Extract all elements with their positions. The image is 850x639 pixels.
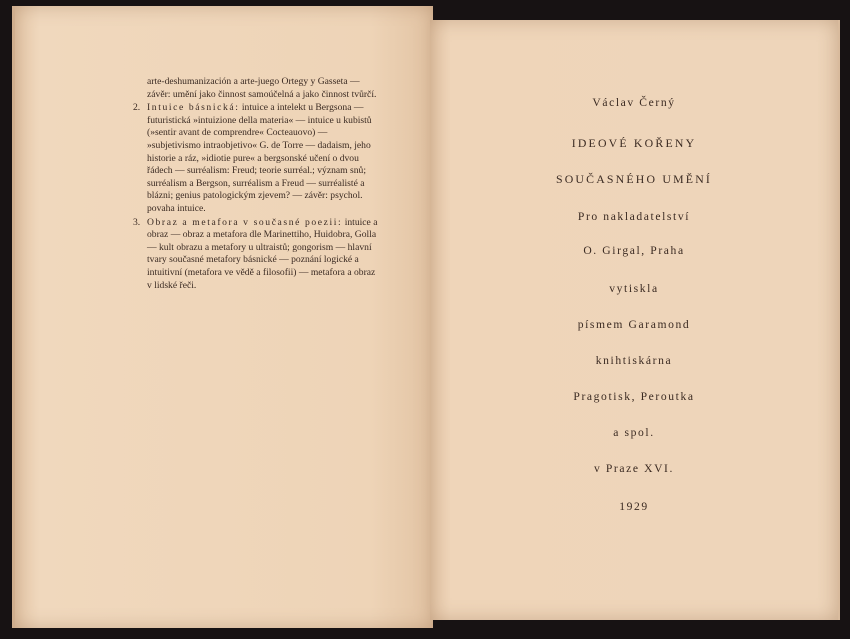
- toc-item-number: 3.: [133, 216, 141, 228]
- printer-type-line: knihtiskárna: [595, 354, 673, 367]
- year-line: 1929: [619, 500, 649, 513]
- city-line: v Praze XVI.: [593, 462, 675, 475]
- author-name: Václav Černý: [592, 96, 676, 109]
- toc-item-heading: Obraz a metafora v současné poezii:: [147, 216, 343, 228]
- company-line: a spol.: [613, 426, 655, 439]
- toc-continuation: arte-deshumanización a arte-juego Ortegy y Gasseta — závěr: umění jako činnost samoúčelná a jako činnost tvůrčí.: [147, 76, 377, 100]
- right-page: [430, 20, 840, 620]
- book-title-line-1: IDEOVÉ KOŘENY: [571, 136, 697, 150]
- book-title-line-2: SOUČASNÉHO UMĚNÍ: [555, 172, 713, 186]
- printed-line: vytiskla: [609, 282, 659, 295]
- toc-item-2: [133, 102, 379, 215]
- publisher-name: O. Girgal, Praha: [583, 244, 685, 257]
- publisher-line: Pro nakladatelství: [577, 210, 691, 223]
- left-page: [12, 6, 433, 628]
- toc-item-3: [133, 217, 379, 293]
- toc-item-text: intuice a intelekt u Bergsona — futuristická »intuizione della materia« — intuice u kubistů (»sentir avant de comprendre« Cocteauovo) — »subjetivismo intraobjetivo« G. de Torre — dadaism, jeho historie a ráz, »idiotie pure« a bergsonské učení o dvou řádech — surréalism: Freud; teorie surréal.; význam snů; surréalism a Bergson, surréalism a Freud — surréalisté a blázni; genius patologickým zjevem? — závěr: psychol. povaha intuice.: [147, 102, 372, 214]
- typeface-line: písmem Garamond: [577, 318, 691, 331]
- toc-item-heading: Intuice básnická:: [147, 102, 240, 114]
- toc-item-number: 2.: [133, 102, 141, 114]
- toc-item-text: intuice a obraz — obraz a metafora dle Marinettiho, Huidobra, Golla — kult obrazu a metafory u ultraistů; gongorism — hlavní tvary současné metafory básnické — poznání logické a intuitivní (metafora ve vědě a filosofii) — metafora a obraz v lidské řeči.: [147, 216, 378, 291]
- table-of-contents: [133, 76, 379, 292]
- printer-name-line: Pragotisk, Peroutka: [573, 390, 695, 403]
